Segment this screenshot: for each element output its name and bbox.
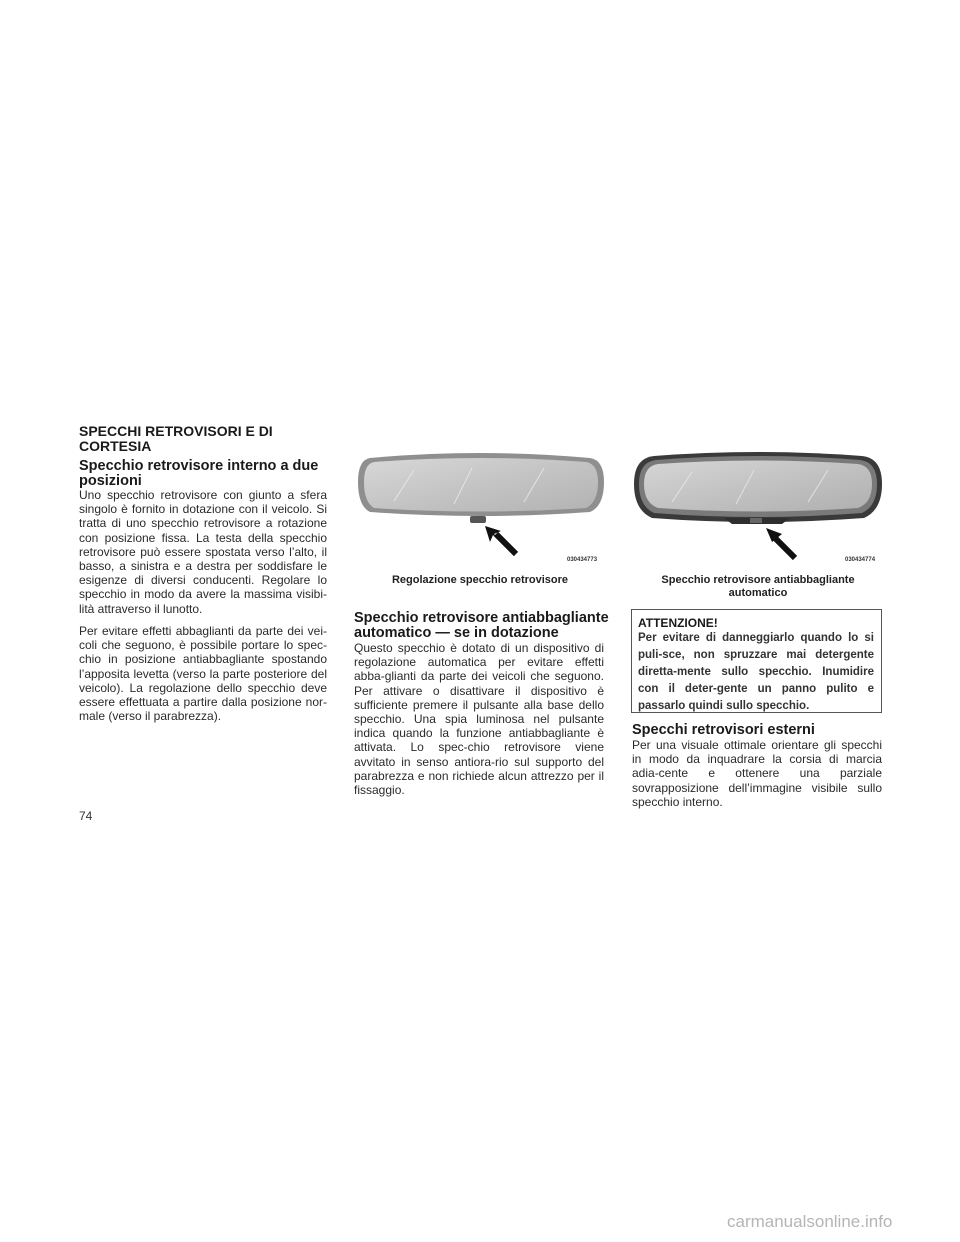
figure-2-caption: Specchio retrovisore antiabbagliante automatico bbox=[661, 574, 855, 599]
warning-title: ATTENZIONE! bbox=[638, 616, 718, 630]
auto-dimming-paragraph: Questo specchio è dotato di un dispositivo di regolazione automatica per evitare effetti abba-glianti da parte dei veicoli che seguono. Per attivare o disattivare il dispositivo è sufficiente premere il pulsante alla base dello specchio. Una spia luminosa nel pulsante indica quando la funzione antiabbagliante è attivata. Lo spec-chio retrovisore viene avvitato in senso antiora-rio sul supporto del parabrezza e non richiede alcun attrezzo per il fissaggio. bbox=[354, 641, 604, 798]
warning-box bbox=[631, 609, 882, 713]
interior-mirror-paragraph-1: Uno specchio retrovisore con giunto a sfera singolo è fornito in dotazione con il veicolo. Si tratta di uno specchio retrovisore a rotazione con posizione fissa. La testa della specchio retrovisore può essere spostata verso l’alto, il basso, a sinistra e a destra per soddisfare le esigenze di diversi conducenti. Regolare lo specchio in modo da avere la massima visibi-lità attraverso il lunotto. bbox=[79, 488, 327, 616]
interior-mirror-paragraph-2: Per evitare effetti abbaglianti da parte dei vei-coli che seguono, è possibile portare lo spec-chio in posizione antiabbagliante spostando l’apposita levetta (verso la parte posteriore del veicolo). La regolazione dello specchio deve essere effettuata a partire dalla posizione nor-male (verso il parabrezza). bbox=[79, 624, 327, 724]
mirror-adjustment-illustration bbox=[354, 446, 606, 568]
figure-1-code: 030434773 bbox=[567, 557, 598, 563]
figure-2-code: 030434774 bbox=[845, 557, 876, 563]
page-number: 74 bbox=[79, 809, 93, 823]
watermark: carmanualsonline.info bbox=[727, 1212, 893, 1231]
figure-1-caption: Regolazione specchio retrovisore bbox=[391, 574, 569, 586]
figure-auto-dimming-mirror bbox=[632, 446, 884, 568]
interior-mirror-heading: Specchio retrovisore interno a due posizioni bbox=[79, 458, 319, 489]
figure-mirror-adjustment bbox=[354, 446, 606, 568]
exterior-mirrors-paragraph: Per una visuale ottimale orientare gli specchi in modo da inquadrare la corsia di marcia adia-cente e ottenere una parziale sovrapposizione dell’immagine visibile sullo specchio interno. bbox=[632, 738, 882, 809]
exterior-mirrors-heading: Specchi retrovisori esterni bbox=[632, 722, 815, 738]
auto-dimming-mirror-illustration bbox=[632, 446, 884, 568]
warning-text: Per evitare di danneggiarlo quando lo si puli-sce, non spruzzare mai detergente diretta-mente sullo specchio. Inumidire con il deter-gente un panno pulito e passarlo quindi sullo specchio. bbox=[638, 632, 874, 712]
section-title: SPECCHI RETROVISORI E DI CORTESIA bbox=[79, 423, 273, 454]
auto-dimming-heading: Specchio retrovisore antiabbagliante automatico — se in dotazione bbox=[354, 610, 609, 641]
